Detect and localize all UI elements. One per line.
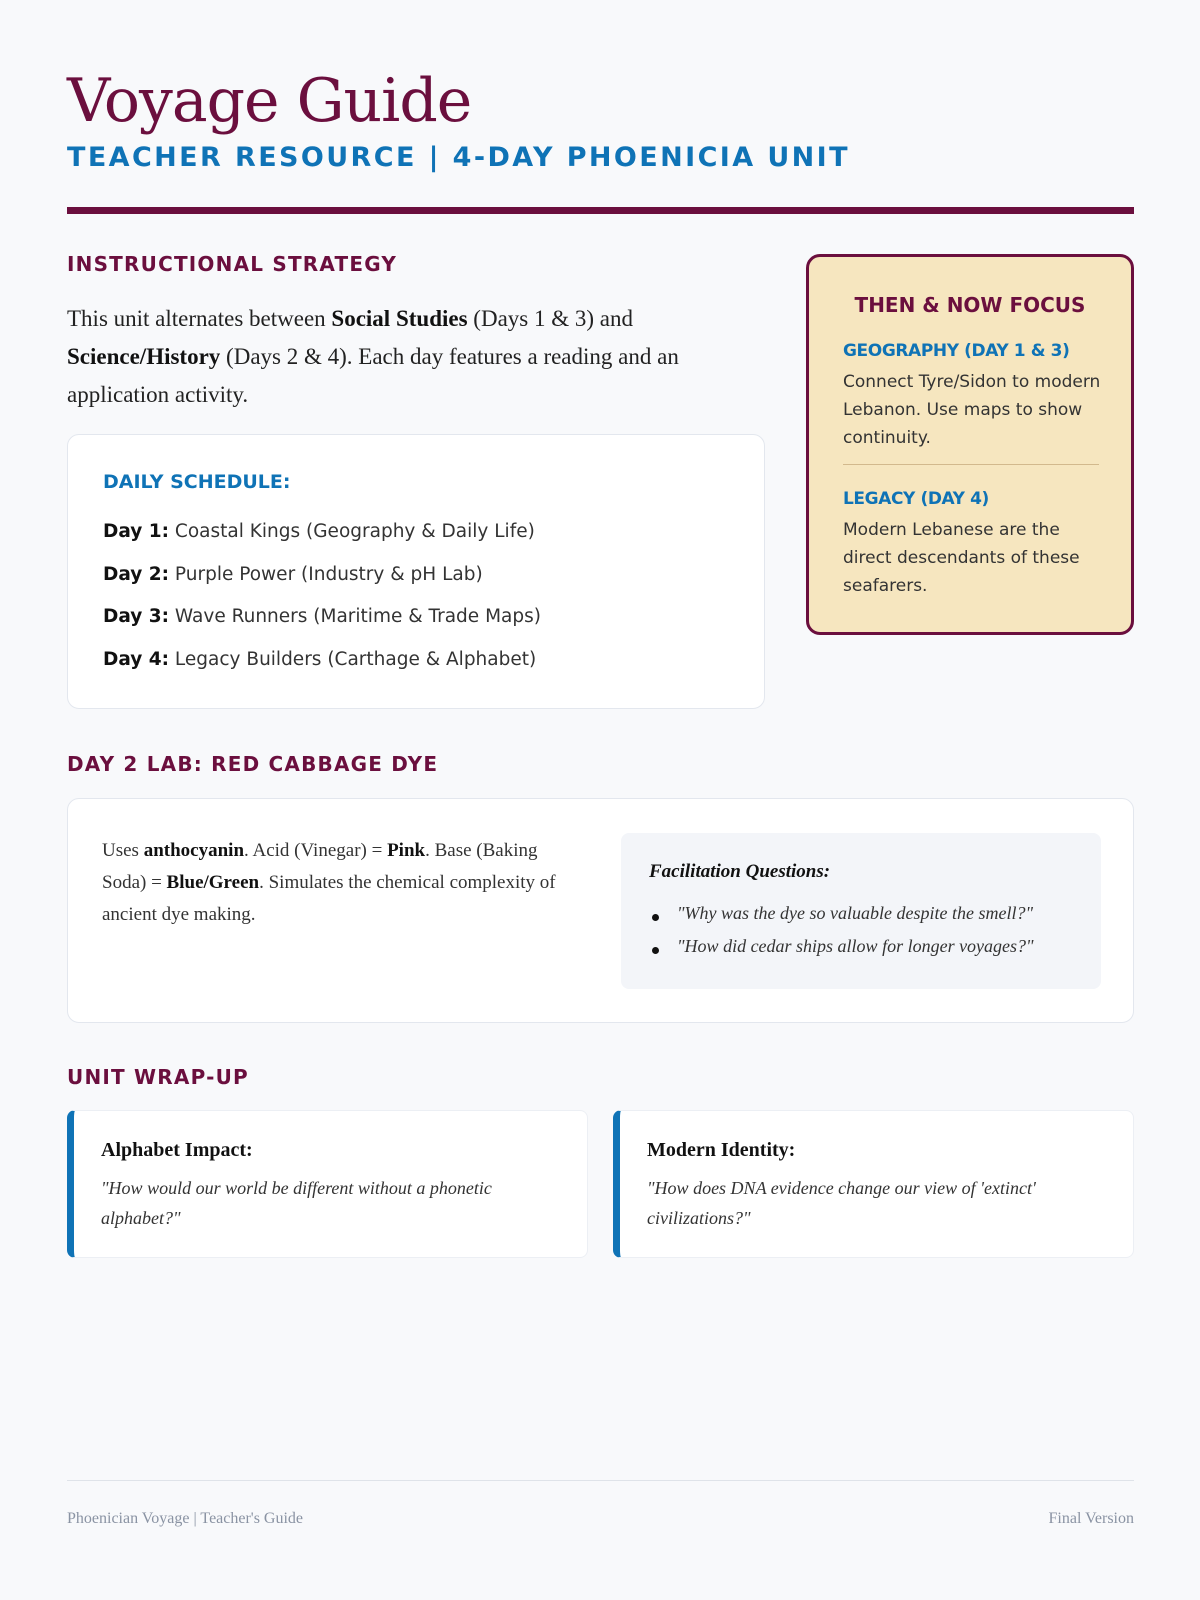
focus-geography-title: GEOGRAPHY (DAY 1 & 3) — [843, 341, 1070, 361]
schedule-day-text: Wave Runners (Maritime & Trade Maps) — [169, 606, 541, 627]
footer-left-text: Phoenician Voyage | Teacher's Guide — [67, 1510, 304, 1527]
lab-heading: DAY 2 LAB: RED CABBAGE DYE — [67, 752, 439, 776]
wrapup-card-quote: "How does DNA evidence change our view of 'extinct' civilizations?" — [647, 1178, 1036, 1228]
wrapup-card-quote: "How would our world be different without a phonetic alphabet?" — [101, 1178, 492, 1228]
schedule-day-label: Day 1: — [103, 521, 170, 542]
lab-bold-anthocyanin: anthocyanin — [143, 840, 245, 861]
schedule-day-label: Day 3: — [103, 606, 170, 627]
strategy-heading: INSTRUCTIONAL STRATEGY — [67, 252, 398, 276]
wrapup-card-alphabet — [67, 1110, 588, 1258]
schedule-row-day-1 — [103, 521, 535, 542]
page — [67, 0, 1134, 1600]
bullet-icon — [652, 947, 659, 954]
strategy-intro — [67, 300, 767, 414]
schedule-day-text: Legacy Builders (Carthage & Alphabet) — [169, 649, 537, 670]
intro-text-2: (Days 1 & 3) and — [467, 306, 633, 331]
intro-text-1: This unit alternates between — [67, 306, 332, 331]
schedule-day-text: Coastal Kings (Geography & Daily Life) — [169, 521, 535, 542]
lab-bold-blue-green: Blue/Green — [166, 872, 260, 893]
wrapup-heading: UNIT WRAP-UP — [67, 1065, 249, 1089]
lab-text-3: . Base (Baking Soda) = — [102, 840, 538, 893]
wrapup-card-title: Alphabet Impact: — [101, 1139, 253, 1161]
schedule-title: DAILY SCHEDULE: — [103, 471, 291, 493]
lab-description — [102, 835, 582, 931]
page-subtitle: TEACHER RESOURCE | 4-DAY PHOENICIA UNIT — [67, 142, 850, 173]
question-item: "Why was the dye so valuable despite the smell?" — [677, 903, 1034, 923]
focus-legacy-text: Modern Lebanese are the direct descendants of these seafarers. — [843, 520, 1080, 596]
lab-bold-pink: Pink — [387, 840, 426, 861]
footer-divider — [67, 1480, 1134, 1481]
focus-divider — [843, 464, 1099, 465]
schedule-day-text: Purple Power (Industry & pH Lab) — [169, 564, 483, 585]
focus-geography-text: Connect Tyre/Sidon to modern Lebanon. Use maps to show continuity. — [843, 372, 1101, 448]
wrapup-card-identity — [613, 1110, 1134, 1258]
focus-legacy-title: LEGACY (DAY 4) — [843, 489, 989, 509]
header-divider — [67, 207, 1134, 214]
daily-schedule-card — [67, 434, 765, 709]
intro-text-3: (Days 2 & 4). Each day features a reading and an application activity. — [67, 344, 679, 407]
schedule-row-day-2 — [103, 564, 483, 585]
lab-text-4: . Simulates the chemical complexity of ancient dye making. — [102, 872, 556, 925]
intro-bold-social-studies: Social Studies — [331, 306, 468, 331]
schedule-row-day-3 — [103, 606, 541, 627]
then-and-now-focus-box — [806, 254, 1134, 635]
bullet-icon — [652, 914, 659, 921]
schedule-row-day-4 — [103, 649, 536, 670]
schedule-day-label: Day 4: — [103, 649, 170, 670]
schedule-day-label: Day 2: — [103, 564, 170, 585]
lab-card — [67, 798, 1134, 1023]
lab-text-1: Uses — [102, 840, 144, 861]
question-item: "How did cedar ships allow for longer voyages?" — [677, 936, 1034, 956]
wrapup-card-title: Modern Identity: — [647, 1139, 796, 1161]
questions-title: Facilitation Questions: — [649, 861, 831, 882]
focus-title: THEN & NOW FOCUS — [854, 293, 1086, 317]
facilitation-questions-box — [621, 833, 1101, 989]
intro-bold-science-history: Science/History — [67, 344, 221, 369]
lab-text-2: . Acid (Vinegar) = — [244, 840, 388, 861]
footer-right-text: Final Version — [1048, 1510, 1134, 1527]
page-title: Voyage Guide — [67, 66, 472, 136]
